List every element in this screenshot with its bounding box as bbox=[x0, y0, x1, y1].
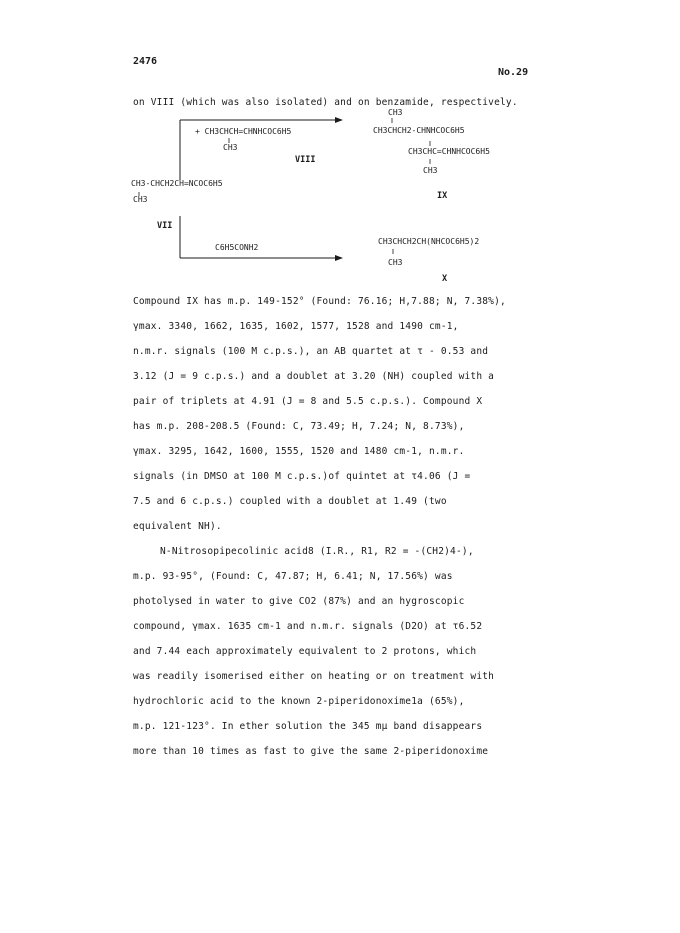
bottom-arrow-head bbox=[335, 255, 343, 261]
page-number: 2476 bbox=[133, 56, 158, 67]
product-x-methyl: CH3 bbox=[388, 258, 403, 267]
p2-line-6: was readily isomerised either on heating or on treatment with bbox=[133, 671, 495, 682]
p1-line-2: γmax. 3340, 1662, 1635, 1602, 1577, 1528 and 1490 cm-1, bbox=[133, 321, 459, 332]
top-reagent-methyl: CH3 bbox=[223, 143, 238, 152]
p1-line-1: Compound IX has m.p. 149-152° (Found: 76.16; H,7.88; N, 7.38%), bbox=[133, 296, 506, 307]
label-x: X bbox=[442, 274, 448, 284]
scheme-arrows bbox=[125, 108, 565, 288]
ix-methyl-bottom: CH3 bbox=[423, 166, 438, 175]
p1-line-9: 7.5 and 6 c.p.s.) coupled with a doublet at 1.49 (two bbox=[133, 496, 447, 507]
p1-line-4: 3.12 (J = 9 c.p.s.) and a doublet at 3.20 (NH) coupled with a bbox=[133, 371, 495, 382]
p1-line-7: γmax. 3295, 1642, 1600, 1555, 1520 and 1480 cm-1, n.m.r. bbox=[133, 446, 465, 457]
p2-line-4: compound, γmax. 1635 cm-1 and n.m.r. signals (D2O) at τ6.52 bbox=[133, 621, 483, 632]
p1-line-10: equivalent NH). bbox=[133, 521, 222, 532]
journal-issue: No.29 bbox=[498, 67, 529, 78]
product-x: CH3CHCH2CH(NHCOC6H5)2 bbox=[378, 237, 480, 246]
ix-line-2: CH3CHC=CHNHCOC6H5 bbox=[408, 147, 490, 156]
label-ix: IX bbox=[437, 191, 448, 201]
start-compound-methyl: CH3 bbox=[133, 195, 148, 204]
start-compound: CH3-CHCH2CH=NCOC6H5 bbox=[131, 179, 223, 188]
p2-line-7: hydrochloric acid to the known 2-piperidonoxime1a (65%), bbox=[133, 696, 465, 707]
intro-line: on VIII (which was also isolated) and on benzamide, respectively. bbox=[133, 97, 518, 108]
label-viii: VIII bbox=[295, 155, 316, 165]
p2-line-1: N-Nitrosopipecolinic acid8 (I.R., R1, R2 = -(CH2)4-), bbox=[160, 546, 474, 557]
bottom-reagent: C6H5CONH2 bbox=[215, 243, 259, 252]
p2-line-3: photolysed in water to give CO2 (87%) and an hygroscopic bbox=[133, 596, 465, 607]
top-reagent: + CH3CHCH=CHNHCOC6H5 bbox=[195, 127, 292, 136]
ix-methyl-top: CH3 bbox=[388, 108, 403, 117]
p1-line-5: pair of triplets at 4.91 (J = 8 and 5.5 c.p.s.). Compound X bbox=[133, 396, 483, 407]
p2-line-9: more than 10 times as fast to give the same 2-piperidonoxime bbox=[133, 746, 489, 757]
top-arrow-head bbox=[335, 117, 343, 123]
reaction-scheme bbox=[125, 108, 565, 288]
p1-line-3: n.m.r. signals (100 M c.p.s.), an AB quartet at τ - 0.53 and bbox=[133, 346, 489, 357]
p2-line-2: m.p. 93-95°, (Found: C, 47.87; H, 6.41; N, 17.56%) was bbox=[133, 571, 453, 582]
p1-line-6: has m.p. 208-208.5 (Found: C, 73.49; H, 7.24; N, 8.73%), bbox=[133, 421, 465, 432]
p1-line-8: signals (in DMSO at 100 M c.p.s.)of quintet at τ4.06 (J = bbox=[133, 471, 471, 482]
p2-line-5: and 7.44 each approximately equivalent to 2 protons, which bbox=[133, 646, 477, 657]
label-vii: VII bbox=[157, 221, 173, 231]
p2-line-8: m.p. 121-123°. In ether solution the 345 mμ band disappears bbox=[133, 721, 483, 732]
ix-line-1: CH3CHCH2-CHNHCOC6H5 bbox=[373, 126, 465, 135]
